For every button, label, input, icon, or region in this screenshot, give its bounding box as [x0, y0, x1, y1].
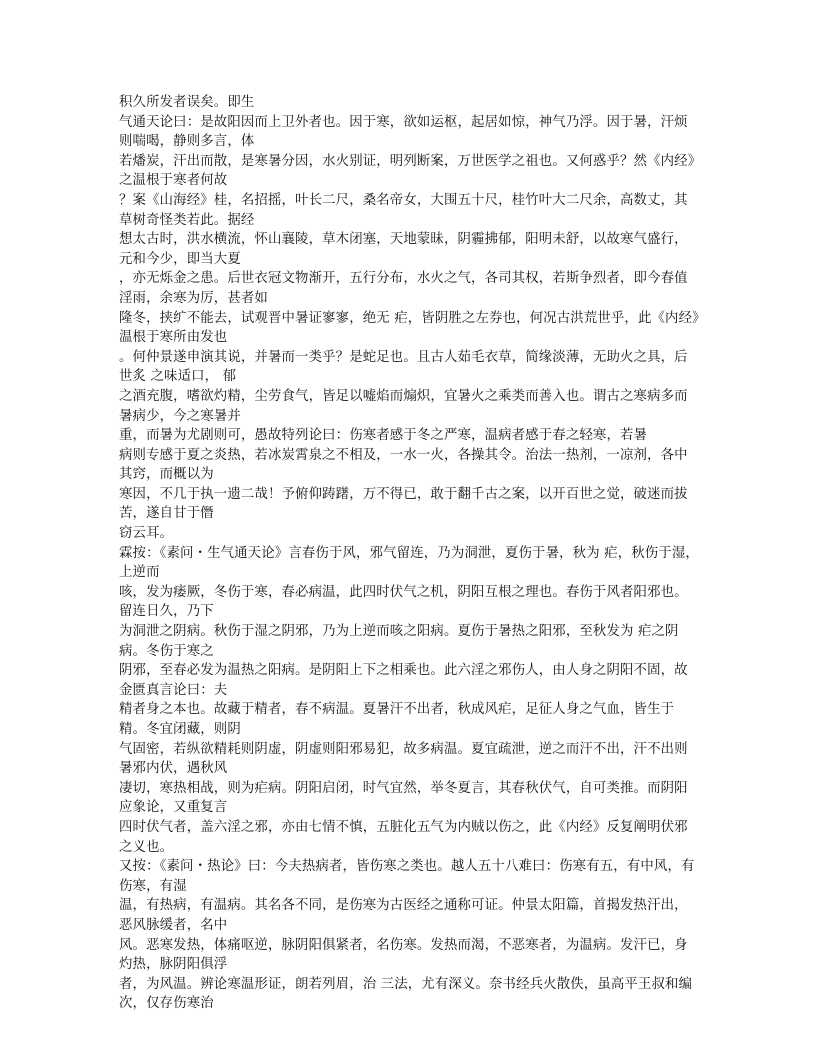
text-line: 。何仲景遂申演其说，并暑而一类乎？是蛇足也。且古人茹毛衣草，简缘淡薄，无助火之具，后世炙 之味适口， 郁	[119, 349, 688, 385]
text-line: 精者身之本也。故藏于精者，春不病温。夏暑汗不出者，秋成风疟，足征人身之气血，皆生于精。冬宜闭藏，则阴	[119, 702, 675, 737]
text-line: 风。恶寒发热，体痛呕逆，脉阴阳俱紧者，名伤寒。发热而渴，不恶寒者，为温病。发汗已，身灼热，脉阴阳俱浮	[119, 937, 688, 973]
text-line: 寒因，不几于执一遗二哉！予俯仰踌躇，万不得已，敢于翻千古之案，以开百世之觉，破迷而拔苦，遂自甘于僭	[119, 486, 688, 522]
text-line: 之酒充腹，嗜欲灼精，尘劳食气，皆足以嘘焰而煽炽，宜暑火之乘类而善入也。谓古之寒病多而暑病少，今之寒暑并	[119, 388, 688, 424]
text-line: 病则专感于夏之炎热，若冰炭霄泉之不相及，一水一火，各操其令。治法一热剂，一凉剂，各中其窍，而概以为	[119, 447, 688, 483]
text-line: 积久所发者误矣。即生	[119, 95, 255, 110]
text-line: ？案《山海经》桂，名招摇，叶长二尺，桑名帝女，大围五十尺，桂竹叶大二尺余，高数丈，其草树奇怪类若此。据经	[119, 192, 688, 228]
text-line: 为洞泄之阴病。秋伤于湿之阴邪，乃为上逆而咳之阳病。夏伤于暑热之阳邪，至秋发为 疟之阴病。冬伤于寒之	[119, 624, 679, 659]
text-line: ，亦无烁金之患。后世衣冠文物渐开，五行分布，水火之气，各司其权，若斯争烈者，即今春值淫雨，余寒为厉，甚者如	[119, 271, 688, 306]
text-line: 凄切，寒热相战，则为疟病。阴阳启闭，时气宜然，举冬夏言，其春秋伏气，自可类推。而阴阳应象论，又重复言	[119, 780, 688, 816]
text-line: 阴邪，至春必发为温热之阳病。是阴阳上下之相乘也。此六淫之邪伤人，由人身之阴阳不固，故金匮真言论曰：夫	[119, 663, 688, 698]
text-line: 咳，发为痿厥，冬伤于寒，春必病温，此四时伏气之机，阴阳互根之理也。春伤于风者阳邪也。留连日久，乃下	[119, 584, 688, 620]
text-line: 者，为风温。辨论寒温形证，朗若列眉，治 三法，尤有深义。奈书经兵火散佚，虽高平王叔和编次，仅存伤寒治	[119, 976, 693, 1012]
document-page	[119, 93, 699, 1014]
text-line: 四时伏气者，盖六淫之邪，亦由七情不慎，五脏化五气为内贼以伤之，此《内经》反复阐明伏邪之义也。	[119, 819, 688, 855]
text-line: 霖按：《素问・生气通天论》言春伤于风，邪气留连，乃为洞泄，夏伤于暑，秋为 疟，秋伤于湿，上逆而	[119, 545, 699, 581]
text-line: 气固密，若纵欲精耗则阴虚，阴虚则阳邪易犯，故多病温。夏宜疏泄，逆之而汗不出，汗不出则暑邪内伏，遇秋风	[119, 741, 688, 777]
text-line: 若燔炭，汗出而散，是寒暑分因，水火别证，明列断案，万世医学之祖也。又何惑乎？然《内经》之温根于寒者何故	[119, 153, 695, 189]
text-line: 想太古时，洪水横流，怀山襄陵，草木闭塞，天地蒙昧，阴霾拂郁，阳明未舒，以故寒气盛行，元和今少，即当大夏	[119, 232, 688, 267]
text-line: 窃云耳。	[119, 526, 174, 542]
text-line: 隆冬，挟纩不能去，试观晋中暑证寥寥，绝无 疟，皆阴胜之左券也，何况古洪荒世乎，此《内经》温根于寒所由发也	[119, 310, 699, 346]
text-line: 又按：《素问・热论》曰：今夫热病者，皆伤寒之类也。越人五十八难曰：伤寒有五，有中风，有伤寒，有湿	[119, 859, 695, 894]
text-line: 气通天论曰：是故阳因而上卫外者也。因于寒，欲如运枢，起居如惊，神气乃浮。因于暑，汗烦则喘喝，静则多言，体	[119, 114, 688, 150]
text-line: 温，有热病，有温病。其名各不同，是伤寒为古医经之通称可证。仲景太阳篇，首揭发热汗出，恶风脉缓者，名中	[119, 898, 688, 933]
text-line: 重，而暑为尤剧则可，愚故特列论曰：伤寒者感于冬之严寒，温病者感于春之轻寒，若暑	[119, 428, 648, 444]
